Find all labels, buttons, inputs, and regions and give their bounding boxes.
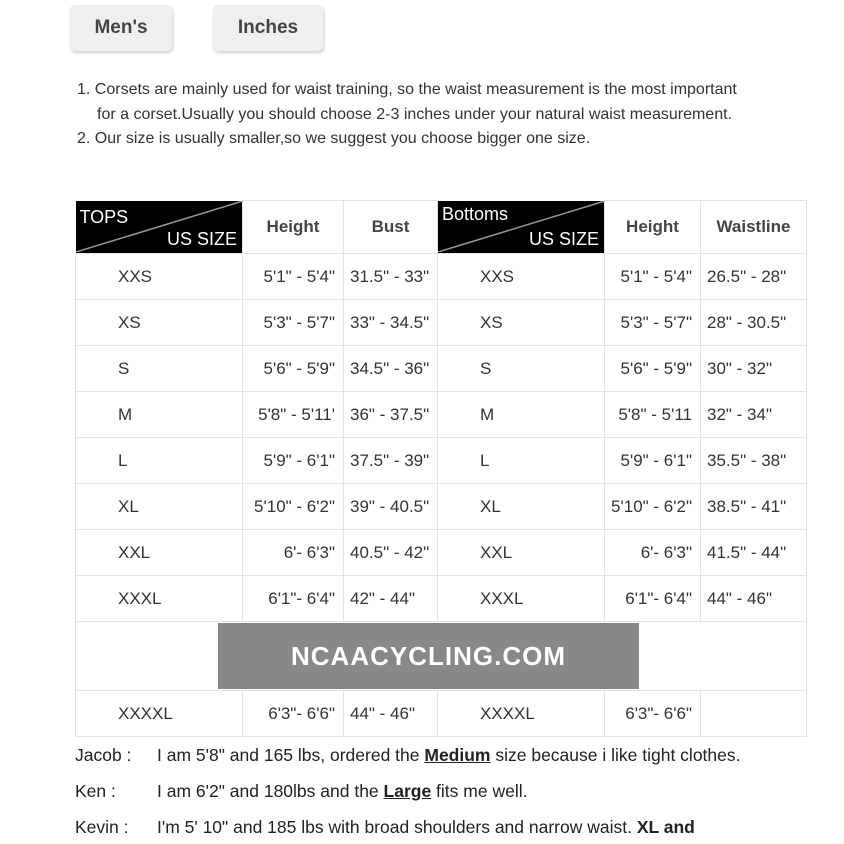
- review: [75, 781, 527, 802]
- bottom-height-cell: 5'9" - 6'1": [605, 438, 701, 484]
- table-row: [76, 254, 807, 300]
- bottom-size-cell: XXXXL: [438, 691, 605, 737]
- waistline-cell: 38.5" - 41": [701, 484, 807, 530]
- bottoms-header: [438, 201, 605, 254]
- waistline-cell: 26.5" - 28": [701, 254, 807, 300]
- bottom-size-cell: XXS: [438, 254, 605, 300]
- watermark: NCAACYCLING.COM: [218, 623, 639, 689]
- note-1: 1. Corsets are mainly used for waist training, so the waist measurement is the most important for a corset.Usually you should choose 2-3 inches under your natural waist measurement.: [77, 81, 737, 123]
- bottom-height-cell: 6'3"- 6'6": [605, 691, 701, 737]
- height-header: Height: [605, 201, 701, 254]
- bottoms-label: Bottoms: [442, 203, 509, 224]
- review-text: fits me well.: [431, 781, 528, 801]
- bust-cell: 42" - 44": [344, 576, 438, 622]
- bottom-height-cell: 5'3" - 5'7": [605, 300, 701, 346]
- bottom-height-cell: 5'10" - 6'2": [605, 484, 701, 530]
- review-text: I'm 5' 10" and 185 lbs with broad shoulders and narrow waist.: [157, 817, 637, 837]
- bust-cell: 44" - 46": [344, 691, 438, 737]
- reviewer-name: Ken :: [75, 781, 116, 801]
- bust-cell: 39" - 40.5": [344, 484, 438, 530]
- top-height-cell: 5'6" - 5'9": [243, 346, 344, 392]
- bust-cell: 40.5" - 42": [344, 530, 438, 576]
- notes: [77, 78, 757, 152]
- review: [75, 745, 741, 766]
- review-size: Medium: [424, 745, 491, 765]
- reviewer-name: Jacob :: [75, 745, 132, 765]
- tops-header: [76, 201, 243, 254]
- top-height-cell: 6'- 6'3": [243, 530, 344, 576]
- table-row: [76, 576, 807, 622]
- top-size-cell: XXL: [76, 530, 243, 576]
- size-chart-table: [75, 200, 807, 737]
- waistline-cell: 28" - 30.5": [701, 300, 807, 346]
- top-height-cell: 5'9" - 6'1": [243, 438, 344, 484]
- note-2: 2. Our size is usually smaller,so we suggest you choose bigger one size.: [77, 130, 591, 147]
- bottom-height-cell: 6'1"- 6'4": [605, 576, 701, 622]
- top-size-cell: XL: [76, 484, 243, 530]
- table-row: [76, 346, 807, 392]
- bust-cell: 34.5" - 36": [344, 346, 438, 392]
- bottom-size-cell: L: [438, 438, 605, 484]
- top-size-cell: M: [76, 392, 243, 438]
- top-size-cell: L: [76, 438, 243, 484]
- mens-button[interactable]: Men's: [70, 5, 172, 51]
- waistline-cell: 30" - 32": [701, 346, 807, 392]
- top-height-cell: 5'8" - 5'11': [243, 392, 344, 438]
- bottom-size-cell: S: [438, 346, 605, 392]
- table-row: [76, 438, 807, 484]
- bottom-size-cell: XXXL: [438, 576, 605, 622]
- bottom-size-cell: XL: [438, 484, 605, 530]
- bust-header: Bust: [344, 201, 438, 254]
- top-height-cell: 6'1"- 6'4": [243, 576, 344, 622]
- review-text: size because i like tight clothes.: [490, 745, 741, 765]
- top-height-cell: 5'1" - 5'4": [243, 254, 344, 300]
- top-height-cell: 5'10" - 6'2": [243, 484, 344, 530]
- us-size-label: US SIZE: [528, 229, 599, 249]
- review-size: XL and: [636, 817, 695, 837]
- watermark-row: [76, 622, 807, 691]
- review-text: I am 5'8" and 165 lbs, ordered the: [157, 745, 425, 765]
- us-size-label: US SIZE: [166, 229, 237, 249]
- top-height-cell: 5'3" - 5'7": [243, 300, 344, 346]
- review-text: I am 6'2" and 180lbs and the: [157, 781, 384, 801]
- top-size-cell: XS: [76, 300, 243, 346]
- top-size-cell: XXS: [76, 254, 243, 300]
- review: [75, 817, 695, 838]
- waistline-header: Waistline: [701, 201, 807, 254]
- bottom-size-cell: XS: [438, 300, 605, 346]
- top-size-cell: XXXXL: [76, 691, 243, 737]
- bust-cell: 31.5" - 33": [344, 254, 438, 300]
- bust-cell: 33" - 34.5": [344, 300, 438, 346]
- bust-cell: 36" - 37.5": [344, 392, 438, 438]
- table-row: [76, 484, 807, 530]
- bottom-height-cell: 6'- 6'3": [605, 530, 701, 576]
- inches-button[interactable]: Inches: [213, 5, 323, 51]
- bust-cell: 37.5" - 39": [344, 438, 438, 484]
- top-size-cell: XXXL: [76, 576, 243, 622]
- tops-label: TOPS: [79, 206, 129, 227]
- table-row: [76, 300, 807, 346]
- bottom-height-cell: 5'8" - 5'11: [605, 392, 701, 438]
- height-header: Height: [243, 201, 344, 254]
- top-height-cell: 6'3"- 6'6": [243, 691, 344, 737]
- bottom-height-cell: 5'1" - 5'4": [605, 254, 701, 300]
- watermark-cell: [76, 622, 807, 691]
- bottom-height-cell: 5'6" - 5'9": [605, 346, 701, 392]
- waistline-cell: [701, 691, 807, 737]
- table-row: [76, 392, 807, 438]
- bottom-size-cell: M: [438, 392, 605, 438]
- waistline-cell: 44" - 46": [701, 576, 807, 622]
- table-row: [76, 691, 807, 737]
- bottom-size-cell: XXL: [438, 530, 605, 576]
- reviewer-name: Kevin :: [75, 817, 129, 837]
- waistline-cell: 41.5" - 44": [701, 530, 807, 576]
- review-size: Large: [383, 781, 432, 801]
- table-row: [76, 530, 807, 576]
- top-size-cell: S: [76, 346, 243, 392]
- waistline-cell: 32" - 34": [701, 392, 807, 438]
- waistline-cell: 35.5" - 38": [701, 438, 807, 484]
